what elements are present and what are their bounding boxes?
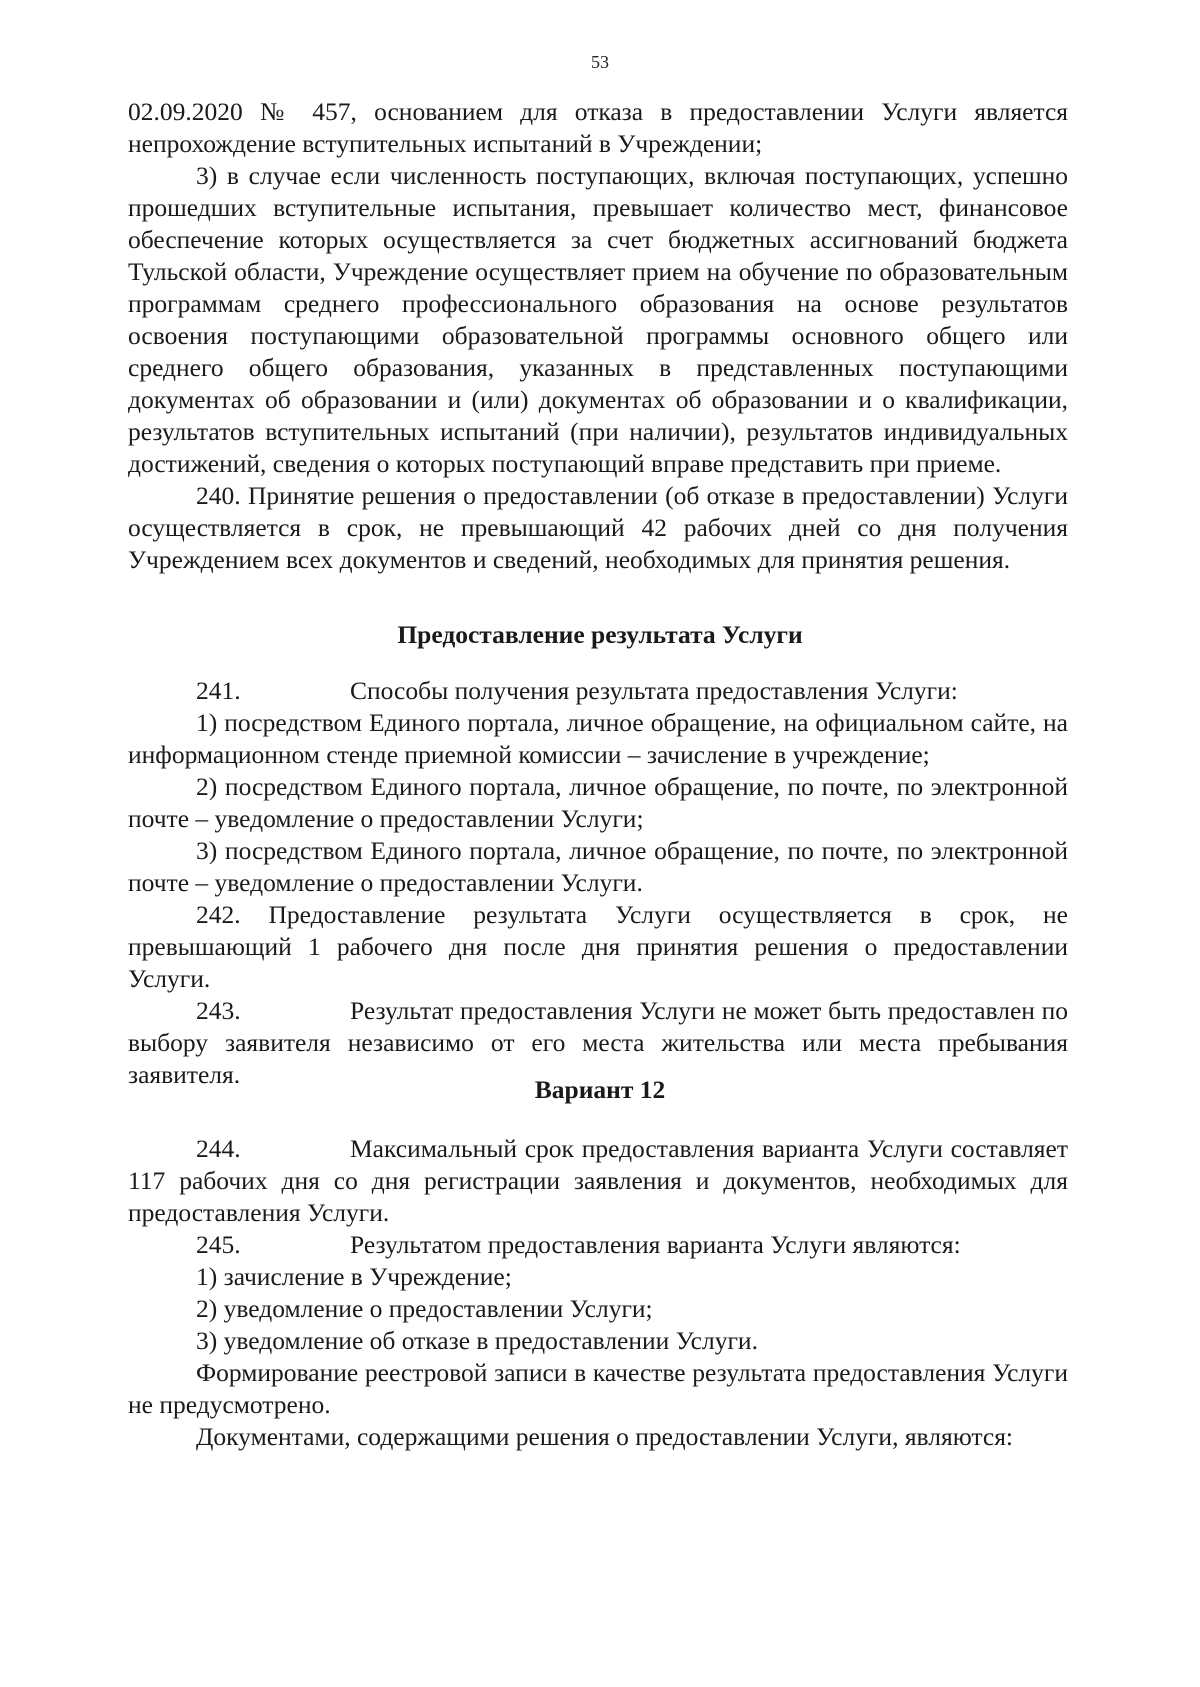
- list-item: 2) посредством Единого портала, личное обращение, по почте, по электронной почте – уведомление о предоставлении Услуги;: [128, 772, 1068, 833]
- paragraph-text: Результат предоставления Услуги не может быть предоставлен по выбору заявителя независимо от его места жительства или места пребывания заявителя.: [128, 996, 1068, 1089]
- paragraph-registry: Формирование реестровой записи в качестве результата предоставления Услуги не предусмотрено.: [128, 1358, 1068, 1419]
- text-block-variant: [128, 1133, 1068, 1453]
- text-block-result: [128, 675, 1068, 1091]
- page-number: 53: [591, 52, 609, 72]
- text-block-top: [128, 96, 1068, 576]
- section-heading-result: Предоставление результата Услуги: [397, 620, 803, 649]
- paragraph-documents: Документами, содержащими решения о предоставлении Услуги, являются:: [196, 1422, 1014, 1451]
- paragraph-number: 245.: [196, 1230, 241, 1259]
- paragraph-text: Способы получения результата предоставления Услуги:: [350, 676, 958, 705]
- paragraph-number: 241.: [196, 676, 241, 705]
- list-item: 3) посредством Единого портала, личное обращение, по почте, по электронной почте – уведомление о предоставлении Услуги.: [128, 836, 1068, 897]
- list-item: 1) зачисление в Учреждение;: [196, 1262, 512, 1291]
- paragraph-number: 244.: [196, 1134, 241, 1163]
- paragraph-245: [128, 1229, 1068, 1261]
- paragraph-text: Максимальный срок предоставления варианта Услуги составляет 117 рабочих дня со дня регистрации заявления и документов, необходимых для предоставления Услуги.: [128, 1134, 1068, 1227]
- list-item: 3) уведомление об отказе в предоставлении Услуги.: [196, 1326, 758, 1355]
- paragraph-244: [128, 1133, 1068, 1229]
- section-heading-variant: Вариант 12: [534, 1075, 666, 1104]
- paragraph-text: Результатом предоставления варианта Услуги являются:: [350, 1230, 961, 1259]
- paragraph-item-3: 3) в случае если численность поступающих, включая поступающих, успешно прошедших вступительные испытания, превышает количество мест, финансовое обеспечение которых осуществляется за счет бюджетных ассигнований бюджета Тульской области, Учреждение осуществляет прием на обучение по образовательным программам среднего профессионального образования на основе результатов освоения поступающими образовательной программы основного общего или среднего общего образования, указанных в представленных поступающими документах об образовании и (или) документах об образовании и о квалификации, результатов вступительных испытаний (при наличии), результатов индивидуальных достижений, сведения о которых поступающий вправе представить при приеме.: [128, 161, 1068, 478]
- paragraph-number: 243.: [196, 996, 241, 1025]
- paragraph-continuation: 02.09.2020 № 457, основанием для отказа в предоставлении Услуги является непрохождение вступительных испытаний в Учреждении;: [128, 97, 1068, 158]
- list-item: 1) посредством Единого портала, личное обращение, на официальном сайте, на информационном стенде приемной комиссии – зачисление в учреждение;: [128, 708, 1068, 769]
- paragraph-242: 242. Предоставление результата Услуги осуществляется в срок, не превышающий 1 рабочего дня после дня принятия решения о предоставлении Услуги.: [128, 900, 1068, 993]
- paragraph-241: [128, 675, 1068, 707]
- list-item: 2) уведомление о предоставлении Услуги;: [196, 1294, 653, 1323]
- paragraph-240: 240. Принятие решения о предоставлении (об отказе в предоставлении) Услуги осуществляется в срок, не превышающий 42 рабочих дней со дня получения Учреждением всех документов и сведений, необходимых для принятия решения.: [128, 481, 1068, 574]
